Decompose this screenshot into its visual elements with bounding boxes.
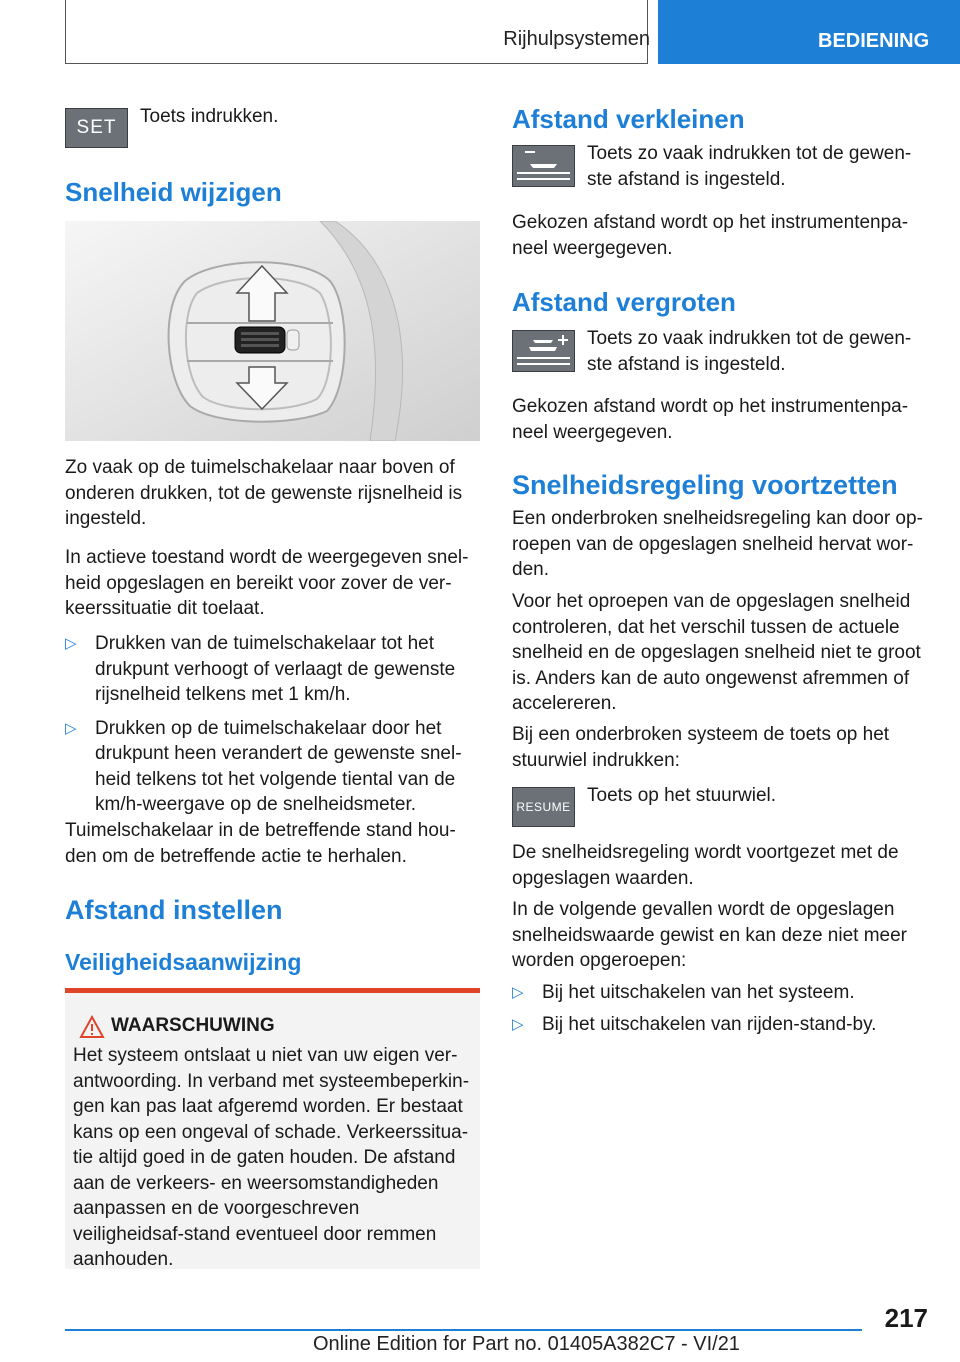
decrease-note: Gekozen afstand wordt op het instrumentenpa-neel weergegeven.: [512, 212, 909, 259]
triangle-bullet-icon: ▷: [65, 719, 77, 737]
decrease-text: Toets zo vaak indrukken tot de gewen-ste afstand is ingesteld.: [587, 143, 912, 190]
resume-key-text: Toets op het stuurwiel.: [587, 785, 777, 806]
footer-edition: Online Edition for Part no. 01405A382C7 - VI/21: [313, 1333, 740, 1355]
set-key-row: [65, 108, 278, 148]
set-key-icon: SET: [65, 108, 128, 148]
resume-paragraph-2: Voor het oproepen van de opgeslagen snelheid controleren, dat het verschil tussen de actuele snelheid en de opgeslagen snelheid niet te groot is. Anders kan de auto ongewenst afremmen of accelereren.: [512, 591, 921, 714]
distance-increase-icon: [512, 330, 575, 372]
distance-decrease-icon: [512, 145, 575, 187]
triangle-bullet-icon: ▷: [512, 1015, 524, 1033]
speed-paragraph-2: In actieve toestand wordt de weergegeven snel-heid opgeslagen en bereikt voor zover de ver-keerssituatie dit toelaat.: [65, 547, 469, 619]
triangle-bullet-icon: ▷: [65, 635, 77, 652]
resume-paragraph-3: Bij een onderbroken systeem de toets op het stuurwiel indrukken:: [512, 724, 890, 771]
increase-note: Gekozen afstand wordt op het instrumentenpa-neel weergegeven.: [512, 396, 909, 443]
heading-distance: Afstand instellen: [65, 895, 283, 925]
steering-wheel-image: [65, 221, 480, 441]
list-item: ▷ Bij het uitschakelen van het systeem.: [512, 980, 927, 1006]
increase-text: Toets zo vaak indrukken tot de gewen-ste afstand is ingesteld.: [587, 328, 912, 375]
heading-resume: Snelheidsregeling voortzetten: [512, 470, 898, 500]
resume-paragraph-5: In de volgende gevallen wordt de opgeslagen snelheidswaarde gewist en kan deze niet meer worden opgeroepen:: [512, 899, 908, 971]
heading-safety: Veiligheidsaanwijzing: [65, 949, 302, 975]
resume-paragraph-4: De snelheidsregeling wordt voortgezet met de opgeslagen waarden.: [512, 842, 899, 889]
page-number: 217: [884, 1303, 928, 1333]
rocker-switch-illustration: [65, 221, 480, 441]
resume-key-icon: RESUME: [512, 787, 575, 827]
warning-text: Het systeem ontslaat u niet van uw eigen ver-antwoording. In verband met systeembeperkin-gen kan pas laat afgeremd worden. Er bestaat kans op een ongeval of schade. Verkeerssitua-tie altijd goed in de gaten houden. De afstand aan de verkeers- en weersomstandigheden aanpassen en de voorgeschreven veiligheidsaf-stand eventueel door remmen aanhouden.: [73, 1045, 470, 1270]
heading-decrease: Afstand verkleinen: [512, 104, 745, 134]
footer-rule: [65, 1329, 862, 1331]
warning-title: WAARSCHUWING: [111, 1015, 275, 1036]
header-tab[interactable]: BEDIENING: [658, 0, 960, 64]
warning-triangle-icon: [79, 1015, 105, 1039]
resume-key-row: [512, 787, 776, 827]
triangle-bullet-icon: ▷: [512, 984, 524, 1001]
heading-increase: Afstand vergroten: [512, 287, 736, 317]
resume-bullet-list: [512, 980, 927, 1037]
heading-speed: Snelheid wijzigen: [65, 177, 282, 207]
warning-box: [65, 988, 480, 1269]
list-item: ▷ Bij het uitschakelen van rijden-stand-by.: [512, 1012, 927, 1038]
speed-bullet-list: [65, 631, 480, 818]
list-item: ▷ Drukken van de tuimelschakelaar tot het drukpunt verhoogt of verlaagt de gewenste rijsnelheid telkens met 1 km/h.: [65, 633, 456, 705]
speed-paragraph-3: Tuimelschakelaar in de betreffende stand hou-den om de betreffende actie te herhalen.: [65, 820, 456, 867]
increase-key-row: [512, 330, 927, 377]
header-section-title: Rijhulpsystemen: [503, 28, 650, 50]
set-key-text: Toets indrukken.: [140, 106, 279, 127]
speed-paragraph-1: Zo vaak op de tuimelschakelaar naar boven of onderen drukken, tot de gewenste rijsnelheid is ingesteld.: [65, 457, 463, 529]
resume-paragraph-1: Een onderbroken snelheidsregeling kan door op-roepen van de opgeslagen snelheid hervat wor-den.: [512, 508, 923, 580]
list-item: ▷ Drukken op de tuimelschakelaar door het drukpunt heen verandert de gewenste snel-heid telkens tot het volgende tiental van de km/h-weergave op de snelheidsmeter.: [65, 717, 462, 815]
decrease-key-row: [512, 145, 927, 192]
